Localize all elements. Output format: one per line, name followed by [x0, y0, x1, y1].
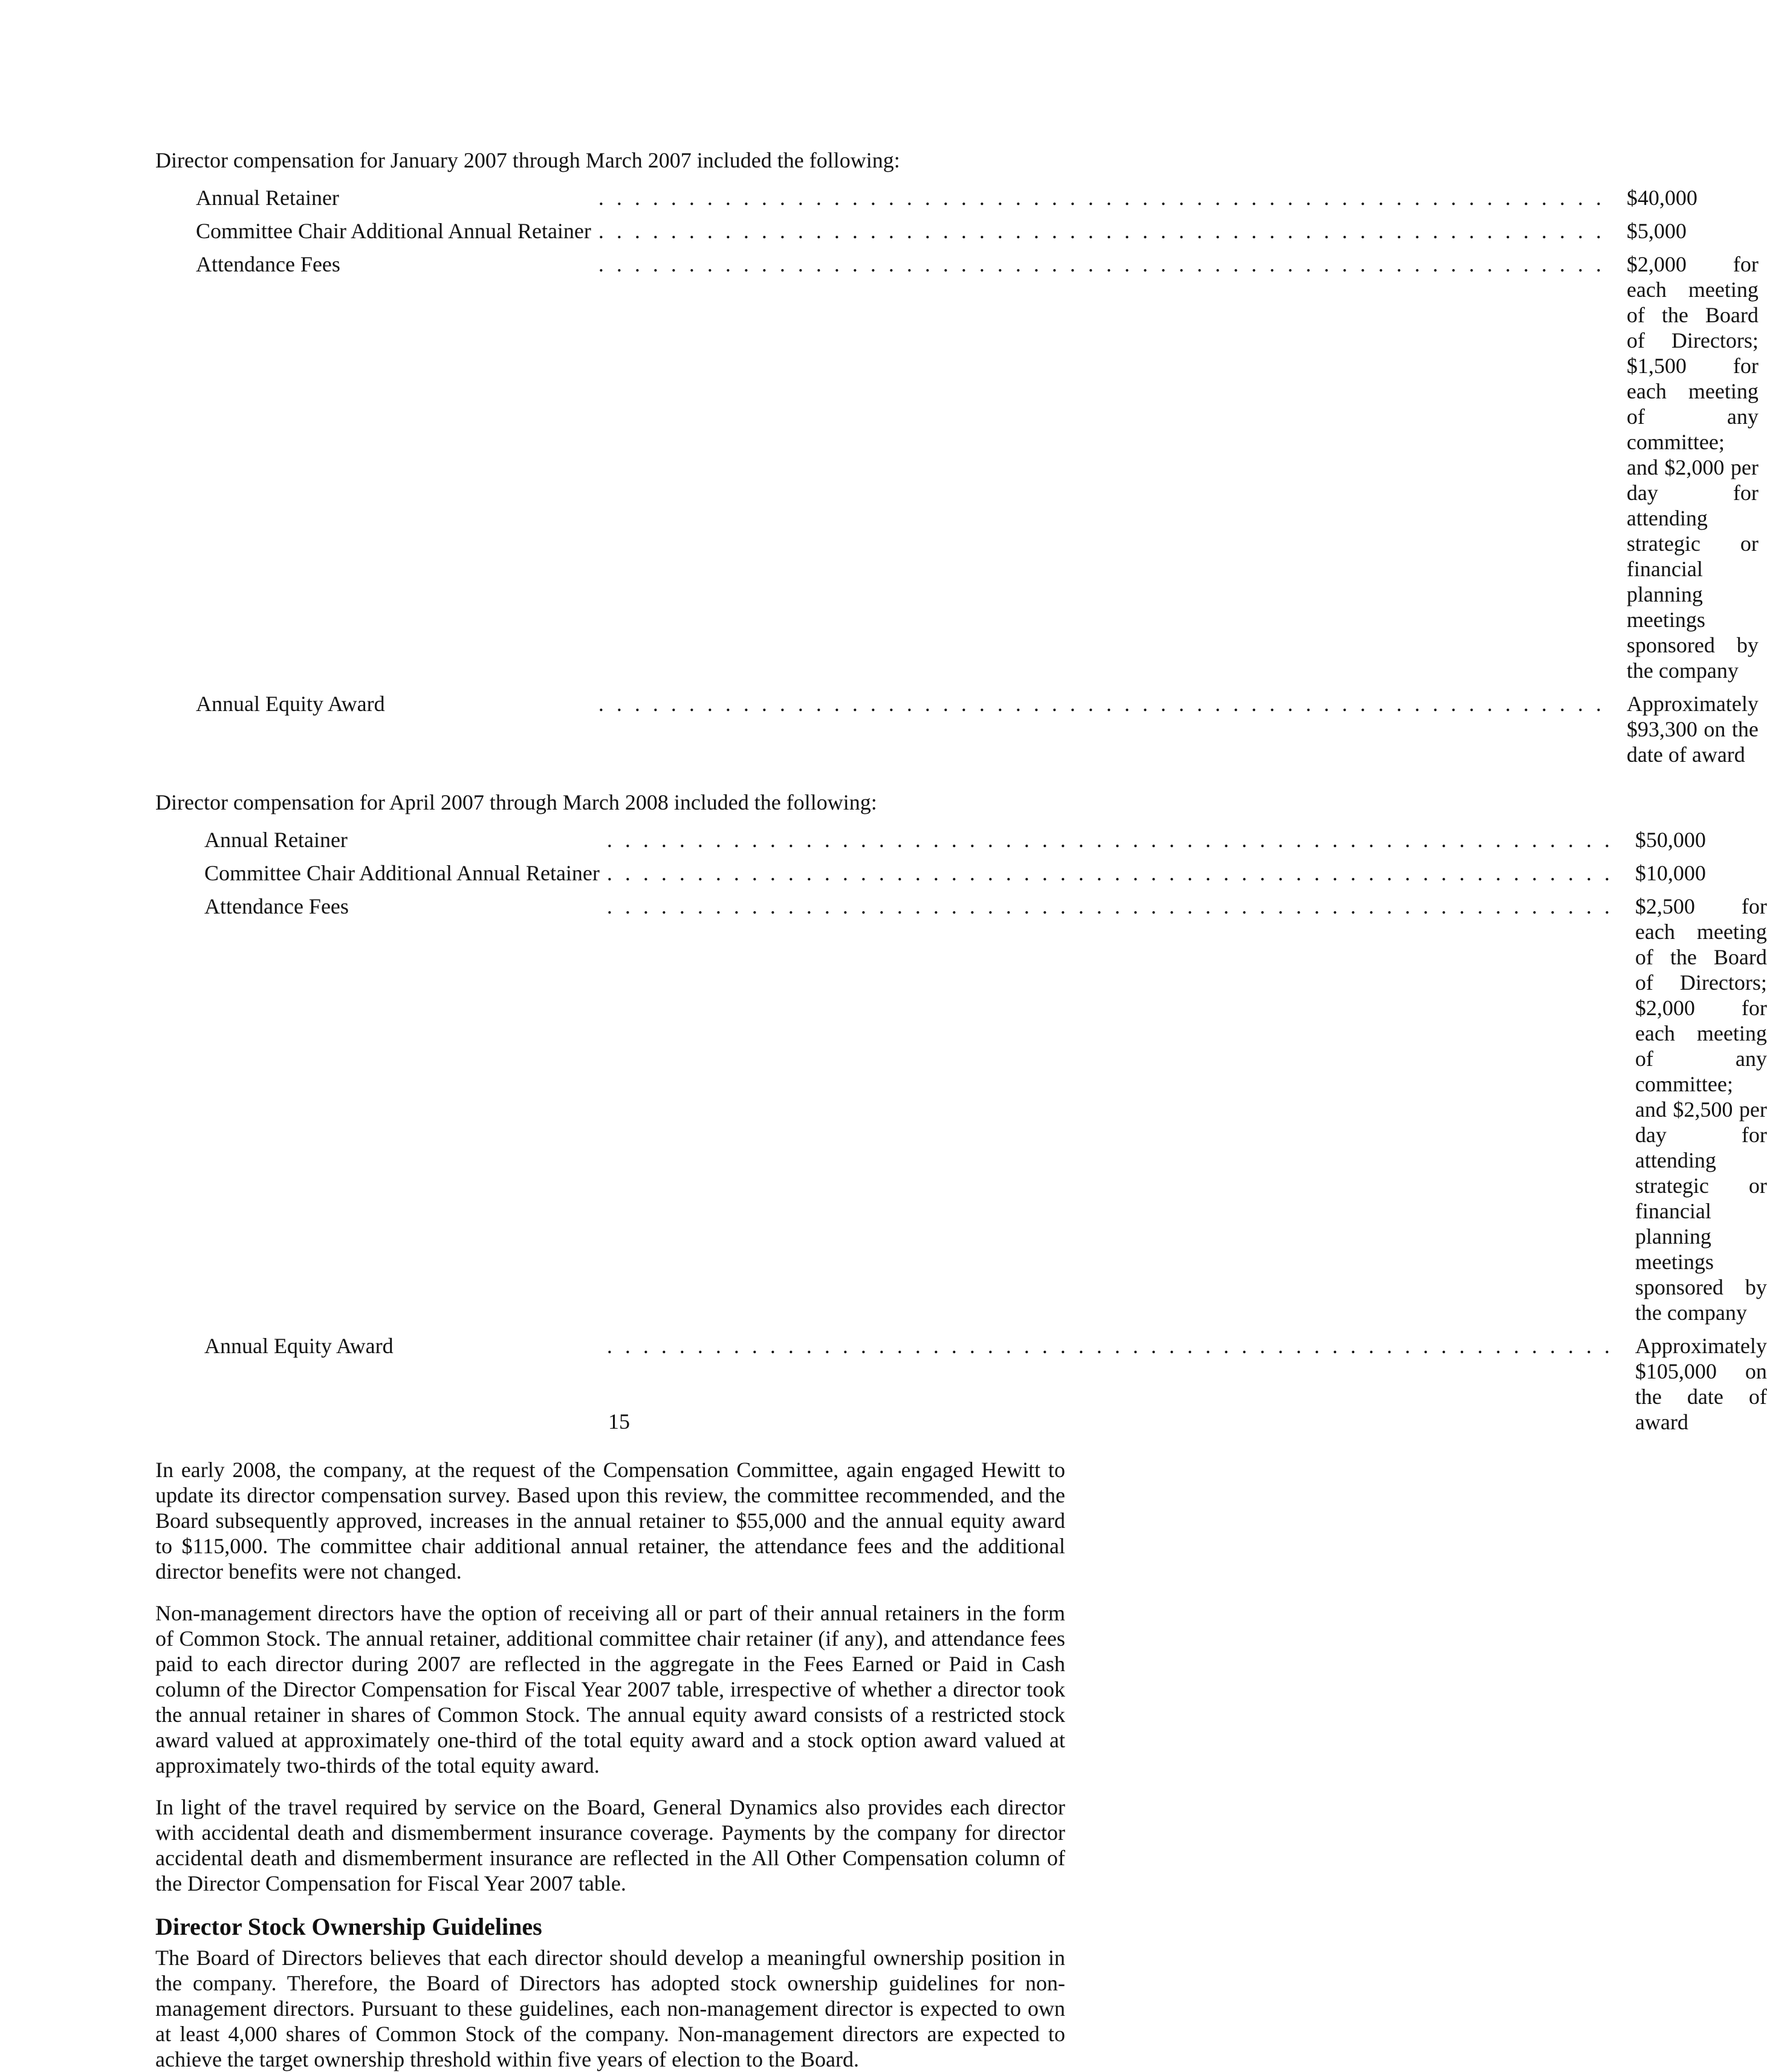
dot-leader: . . . . . . . . . . . . . . . . . . . . . . . . . . . . . . . . . . . . . . . . . . . . . . . . . . . . . . . . — [606, 828, 1613, 852]
row-label: Annual Equity Award — [204, 1334, 394, 1358]
table-row — [155, 185, 1759, 218]
table-row — [155, 252, 1759, 691]
row-value: $5,000 — [1626, 219, 1687, 243]
row-value: $10,000 — [1635, 861, 1706, 885]
row-value: $2,000 for each meeting of the Board of Directors; $1,500 for each meeting of any committee; and $2,000 per day for attending strategic or financial planning meetings sponsored by the company — [1626, 252, 1759, 683]
row-value: Approximately $105,000 on the date of award — [1635, 1334, 1767, 1434]
section-1-intro: Director compensation for January 2007 through March 2007 included the following: — [155, 148, 900, 172]
dot-leader: . . . . . . . . . . . . . . . . . . . . . . . . . . . . . . . . . . . . . . . . . . . . . . . . . . . . . . . . — [598, 186, 1605, 210]
row-value: $2,500 for each meeting of the Board of Directors; $2,000 for each meeting of any committee; and $2,500 per day for attending strategic or financial planning meetings sponsored by the company — [1635, 894, 1767, 1325]
row-label: Attendance Fees — [204, 894, 349, 918]
row-value: Approximately $93,300 on the date of award — [1626, 692, 1759, 767]
dot-leader: . . . . . . . . . . . . . . . . . . . . . . . . . . . . . . . . . . . . . . . . . . . . . . . . . . . . . . . . — [606, 894, 1613, 918]
paragraph-common-stock-option: Non-management directors have the option of receiving all or part of their annual retainers in the form of Common Stock. The annual retainer, additional committee chair retainer (if any), and attendance fees paid to each director during 2007 are reflected in the aggregate in the Fees Earned or Paid in Cash column of the Director Compensation for Fiscal Year 2007 table, irrespective of whether a director took the annual retainer in shares of Common Stock. The annual equity award consists of a restricted stock award valued at approximately one-third of the total equity award and a stock option award valued at approximately two-thirds of the total equity award. — [155, 1601, 1065, 1778]
section-2-intro: Director compensation for April 2007 through March 2008 included the following: — [155, 790, 877, 814]
row-label: Annual Retainer — [204, 828, 348, 852]
paragraph-insurance: In light of the travel required by service on the Board, General Dynamics also provides each director with accidental death and dismemberment insurance coverage. Payments by the company for director accidental death and dismemberment insurance are reflected in the All Other Compensation column of the Director Compensation for Fiscal Year 2007 table. — [155, 1795, 1065, 1895]
table-row — [155, 894, 1767, 1333]
table-row — [155, 827, 1767, 860]
section-heading: Director Stock Ownership Guidelines — [155, 1913, 542, 1940]
compensation-table-jan-mar-2007 — [155, 185, 1759, 775]
table-row — [155, 218, 1759, 252]
row-value: $40,000 — [1626, 186, 1697, 210]
document-page — [155, 148, 1767, 2072]
row-label: Attendance Fees — [196, 252, 340, 276]
dot-leader: . . . . . . . . . . . . . . . . . . . . . . . . . . . . . . . . . . . . . . . . . . . . . . . . . . . . . . . . — [606, 1334, 1613, 1358]
table-row — [155, 860, 1767, 894]
paragraph-hewitt-review: In early 2008, the company, at the request of the Compensation Committee, again engaged Hewitt to update its director compensation survey. Based upon this review, the committee recommended, and the Board subsequently approved, increases in the annual retainer to $55,000 and the annual equity award to $115,000. The committee chair additional annual retainer, the attendance fees and the additional director benefits were not changed. — [155, 1458, 1065, 1583]
row-label: Annual Retainer — [196, 186, 339, 210]
row-label: Committee Chair Additional Annual Retainer — [196, 219, 591, 243]
page-number: 15 — [608, 1409, 630, 1434]
dot-leader: . . . . . . . . . . . . . . . . . . . . . . . . . . . . . . . . . . . . . . . . . . . . . . . . . . . . . . . . — [606, 861, 1613, 885]
paragraph-ownership-guidelines: The Board of Directors believes that each director should develop a meaningful ownership position in the company. Therefore, the Board of Directors has adopted stock ownership guidelines for non-management directors. Pursuant to these guidelines, each non-management director is expected to own at least 4,000 shares of Common Stock of the company. Non-management directors are expected to achieve the target ownership threshold within five years of election to the Board. — [155, 1946, 1065, 2071]
dot-leader: . . . . . . . . . . . . . . . . . . . . . . . . . . . . . . . . . . . . . . . . . . . . . . . . . . . . . . . . — [598, 692, 1605, 716]
dot-leader: . . . . . . . . . . . . . . . . . . . . . . . . . . . . . . . . . . . . . . . . . . . . . . . . . . . . . . . . — [598, 252, 1605, 276]
row-value: $50,000 — [1635, 828, 1706, 852]
compensation-table-apr-2007-mar-2008 — [155, 827, 1767, 1443]
row-label: Committee Chair Additional Annual Retainer — [204, 861, 600, 885]
dot-leader: . . . . . . . . . . . . . . . . . . . . . . . . . . . . . . . . . . . . . . . . . . . . . . . . . . . . . . . . — [598, 219, 1605, 243]
table-row — [155, 691, 1759, 775]
row-label: Annual Equity Award — [196, 692, 385, 716]
